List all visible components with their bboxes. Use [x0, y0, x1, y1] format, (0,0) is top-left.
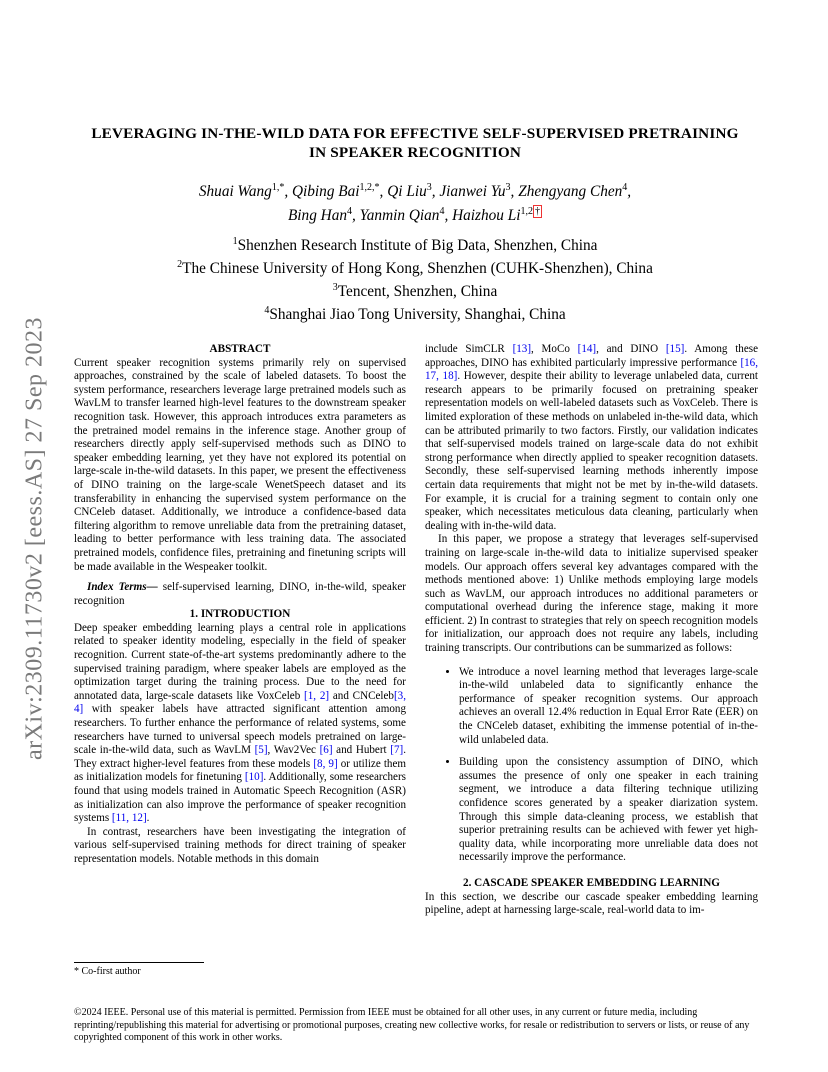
- list-item: • Building upon the consistency assumption of DINO, which assumes the presence of only one speaker in each training segment, we introduce a data filtering technique utilizing confidence scores generated by a speaker diarization system. Through this simple data-cleaning process, we establish that superior pretraining results can be achieved with fewer yet high-quality data, while incorporating more unreliable data does not necessarily improve the performance.: [459, 756, 758, 865]
- left-column: [74, 343, 406, 867]
- arxiv-sidebar: [10, 280, 60, 800]
- title-line-2: IN SPEAKER RECOGNITION: [309, 144, 521, 161]
- list-item: • We introduce a novel learning method that leverages large-scale in-the-wild unlabeled data to significantly enhance the performance of speaker recognition systems. Our approach achieves an overall 12.4% reduction in Equal Error Rate (EER) on the CNCeleb dataset, exhibiting the immense potential of in-the-wild unlabeled data.: [459, 666, 758, 748]
- footnote-divider: [74, 962, 204, 963]
- author-name: Shuai Wang: [198, 183, 272, 201]
- section-2-paragraph: In this section, we describe our cascade speaker embedding learning pipeline, adept at harnessing large-scale, real-world data to im-: [425, 890, 758, 917]
- citation-link[interactable]: [8, 9]: [313, 757, 338, 770]
- citation-link[interactable]: [1, 2]: [304, 689, 330, 702]
- citation-link[interactable]: [10]: [244, 771, 264, 784]
- title-line-1: LEVERAGING IN-THE-WILD DATA FOR EFFECTIVE SELF-SUPERVISED PRETRAINING: [91, 125, 739, 142]
- author-name: Qibing Bai: [291, 183, 360, 201]
- author-name: Yanmin Qian: [359, 207, 440, 225]
- citation-link[interactable]: [11, 12]: [111, 812, 147, 825]
- citation-link[interactable]: [3, 4]: [74, 689, 406, 716]
- paper-title: [70, 124, 760, 162]
- introduction-heading: 1. INTRODUCTION: [189, 608, 291, 621]
- index-terms: Index Terms— self-supervised learning, DINO, in-the-wild, speaker recognition: [74, 581, 406, 607]
- abstract-heading: ABSTRACT: [209, 343, 271, 355]
- section-2-heading: 2. CASCADE SPEAKER EMBEDDING LEARNING: [462, 876, 721, 889]
- citation-link[interactable]: [5]: [254, 744, 268, 757]
- author-name: Bing Han: [287, 207, 348, 225]
- affiliation-item: $^4$Shanghai Jiao Tong University, Shanghai, China: [264, 305, 566, 324]
- author-name: Haizhou Li: [452, 207, 521, 225]
- citation-link[interactable]: [15]: [665, 343, 685, 355]
- citation-link[interactable]: [16, 17, 18]: [425, 356, 758, 383]
- author-name: Jianwei Yu: [439, 183, 506, 201]
- author-footnote-link[interactable]: †: [535, 206, 541, 218]
- affiliation-item: $^3$Tencent, Shenzhen, China: [332, 282, 498, 301]
- citation-link[interactable]: [14]: [577, 343, 597, 355]
- author-name: Zhengyang Chen: [518, 183, 623, 201]
- affiliations: [70, 232, 760, 324]
- author-list: [70, 178, 760, 226]
- arxiv-id[interactable]: arXiv:2309.11730v2 [eess.AS] 27 Sep 2023: [21, 316, 48, 761]
- copyright-notice: ©2024 IEEE. Personal use of this material is permitted. Permission from IEEE must be obtained for all other uses, in any current or future media, including reprinting/republishing this material for advertising or promotional purposes, creating new collective works, for resale or redistribution to servers or lists, or reuse of any copyrighted component of this work in other works.: [74, 1007, 750, 1043]
- intro-paragraph-2: In contrast, researchers have been investigating the integration of various self-supervised training methods for direct training of speaker representation models. Notable methods in this domain: [74, 825, 406, 865]
- citation-link[interactable]: [7]: [390, 744, 404, 757]
- citation-link[interactable]: [13]: [512, 343, 532, 355]
- affiliation-item: $^2$The Chinese University of Hong Kong, Shenzhen (CUHK-Shenzhen), China: [177, 259, 653, 278]
- footnote: * Co-first author: [74, 966, 141, 977]
- intro-paragraph-1: Deep speaker embedding learning plays a central role in applications related to speaker identity modeling, especially in the field of speaker recognition. Current state-of-the-art systems predominantly adhere to the supervised training paradigm, where speaker labels are employed as the optimization target during the training process. Due to the need for annotated data, large-scale datasets like VoxCeleb [1, 2] and CNCeleb[3, 4] with speaker labels have attracted significant attention among researchers. To further enhance the performance of related systems, some researchers have turned to universal speech models pretrained on large-scale in-the-wild data, such as WavLM [5], Wav2Vec [6] and Hubert [7]. They extract higher-level features from these models [8, 9] or utilize them as initialization models for finetuning [10]. Additionally, some researchers found that using models trained in Automatic Speech Recognition (ASR) as initialization can also improve the performance of speaker recognition systems [11, 12].: [74, 621, 407, 825]
- contributions-list: [425, 666, 758, 865]
- author-line-2: Bing Han$^4$, Yanmin Qian$^4$, Haizhou Li$^{1,2}$ †: [287, 206, 541, 225]
- abstract-text: Current speaker recognition systems primarily rely on supervised approaches, constrained by the scale of labeled datasets. To boost the system performance, researchers leverage large pretrained models such as WavLM to transfer learned high-level features to the downstream speaker recognition task. However, this approach introduces extra parameters as the pretrained model remains in the inference stage. Another group of researchers directly apply self-supervised methods such as DINO to speaker embedding learning, yet they have not explored its potential on large-scale in-the-wild datasets. In this paper, we present the effectiveness of DINO training on the large-scale WenetSpeech dataset and its transferability in enhancing the supervised system performance on the CNCeleb dataset. Additionally, we introduce a confidence-based data filtering algorithm to remove unreliable data from the pretraining dataset, leading to better performance with less training data. The associated pretrained models, confidence files, pretraining and finetuning scripts will be made available in the Wespeaker toolkit.: [74, 356, 406, 573]
- intro-paragraph-3: include SimCLR [13], MoCo [14], and DINO [15]. Among these approaches, DINO has exhibited particularly impressive performance [16, 17, 18]. However, despite their ability to leverage unlabeled data, current research appears to be primarily focused on pretraining speaker representation models on well-labeled datasets such as VoxCeleb. There is limited exploration of these methods on unlabeled in-the-wild data, which can be attributed primarily to two factors. Firstly, our validation indicates that self-supervised models trained on large-scale data do not exhibit strong performance when directly applied to speaker recognition datasets. Secondly, these self-supervised learning methods inherently impose certain data requirements that might not be met by in-the-wild datasets. For example, it is crucial for a training segment to contain only one speaker, which necessitates meticulous data cleaning, particularly when dealing with in-the-wild data.: [425, 343, 758, 532]
- citation-link[interactable]: [6]: [319, 744, 333, 757]
- author-line-1: Shuai Wang$^{1,*}$, Qibing Bai$^{1,2,*}$, Qi Liu$^3$, Jianwei Yu$^3$, Zhengyang Chen$^4$,: [198, 182, 632, 201]
- author-name: Qi Liu: [387, 183, 427, 201]
- affiliation-item: $^1$Shenzhen Research Institute of Big Data, Shenzhen, China: [232, 236, 598, 255]
- right-column: [425, 343, 758, 918]
- intro-paragraph-4: In this paper, we propose a strategy that leverages self-supervised training on large-scale in-the-wild data to initialize supervised speaker models. Our approach offers several key advantages compared with the methods mentioned above: 1) Unlike methods employing large models such as WavLM, our approach introduces no additional parameters or computational overhead during the inference stage, making it more efficient. 2) In contrast to strategies that rely on speech recognition models for initialization, our approach does not require any labels, including training transcripts. Our contributions can be summarized as follows:: [425, 533, 758, 655]
